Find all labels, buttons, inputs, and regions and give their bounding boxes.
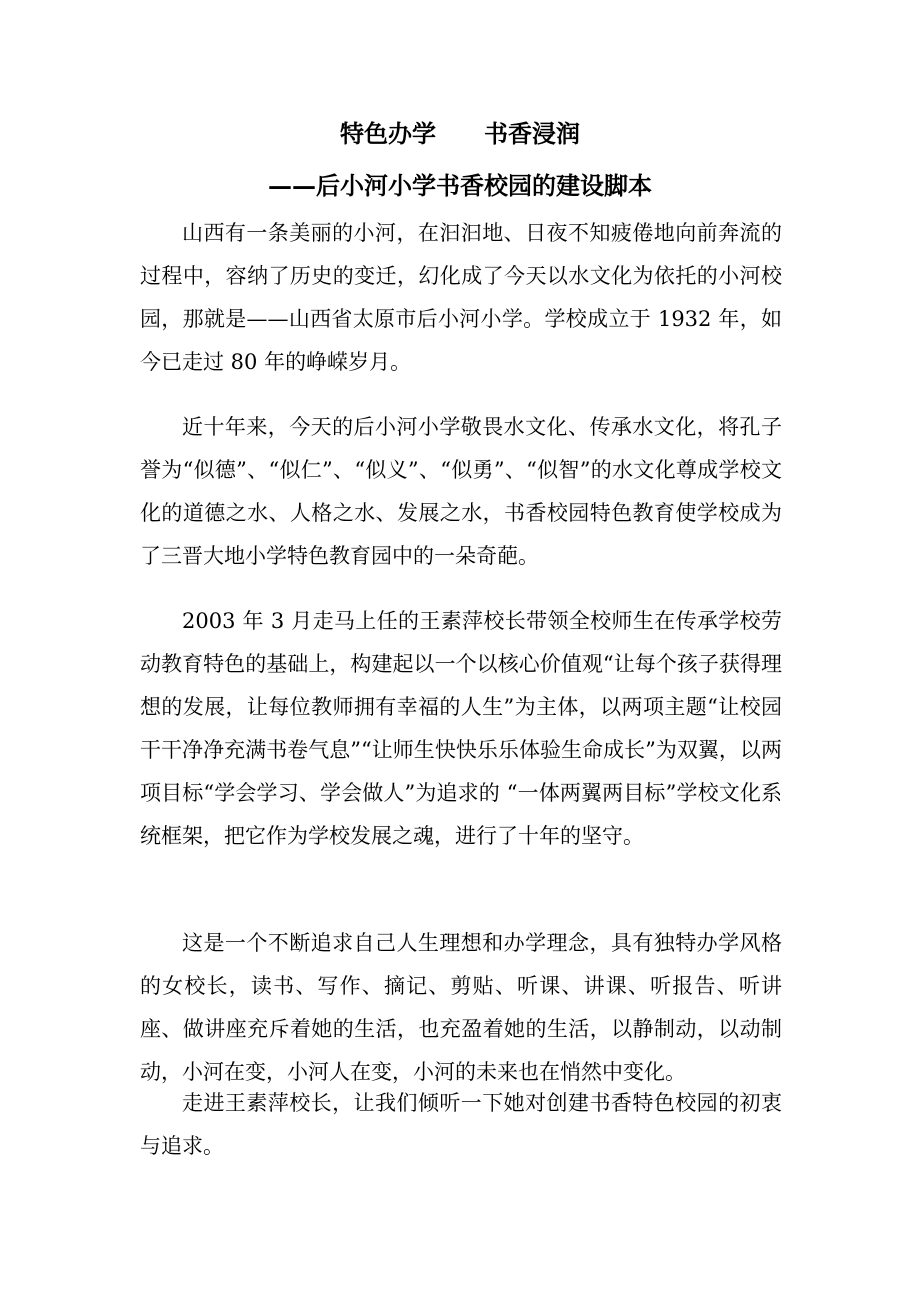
paragraph-3: 2003 年 3 月走马上任的王素萍校长带领全校师生在传承学校劳动教育特色的基础上，构建起以一个以核心价值观“让每个孩子获得理想的发展，让每位教师拥有幸福的人生”为主体，以两项主题“让校园干干净净充满书卷气息”“让师生快快乐乐体验生命成长”为双翼，以两项目标“学会学习、学会做人”为追求的 “一体两翼两目标”学校文化系统框架，把它作为学校发展之魂，进行了十年的坚守。 (140, 609, 782, 848)
paragraph-5: 走进王素萍校长，让我们倾听一下她对创建书香特色校园的初衷与追求。 (140, 1091, 782, 1158)
page-title: 特色办学 书香浸润 (340, 119, 580, 148)
paragraph-4: 这是一个不断追求自己人生理想和办学理念，具有独特办学风格的女校长，读书、写作、摘记、剪贴、听课、讲课、听报告、听讲座、做讲座充斥着她的生活，也充盈着她的生活，以静制动，以动制动，小河在变，小河人在变，小河的未来也在悄然中变化。 (140, 931, 782, 1084)
paragraph-2: 近十年来，今天的后小河小学敬畏水文化、传承水文化，将孔子誉为“似德”、“似仁”、“似义”、“似勇”、“似智”的水文化尊成学校文化的道德之水、人格之水、发展之水，书香校园特色教育使学校成为了三晋大地小学特色教育园中的一朵奇葩。 (140, 415, 782, 568)
paragraph-1: 山西有一条美丽的小河，在汩汩地、日夜不知疲倦地向前奔流的过程中，容纳了历史的变迁，幻化成了今天以水文化为依托的小河校园，那就是——山西省太原市后小河小学。学校成立于 1932 年，如今已走过 80 年的峥嵘岁月。 (140, 221, 782, 374)
page-subtitle: ——后小河小学书香校园的建设脚本 (268, 171, 652, 200)
